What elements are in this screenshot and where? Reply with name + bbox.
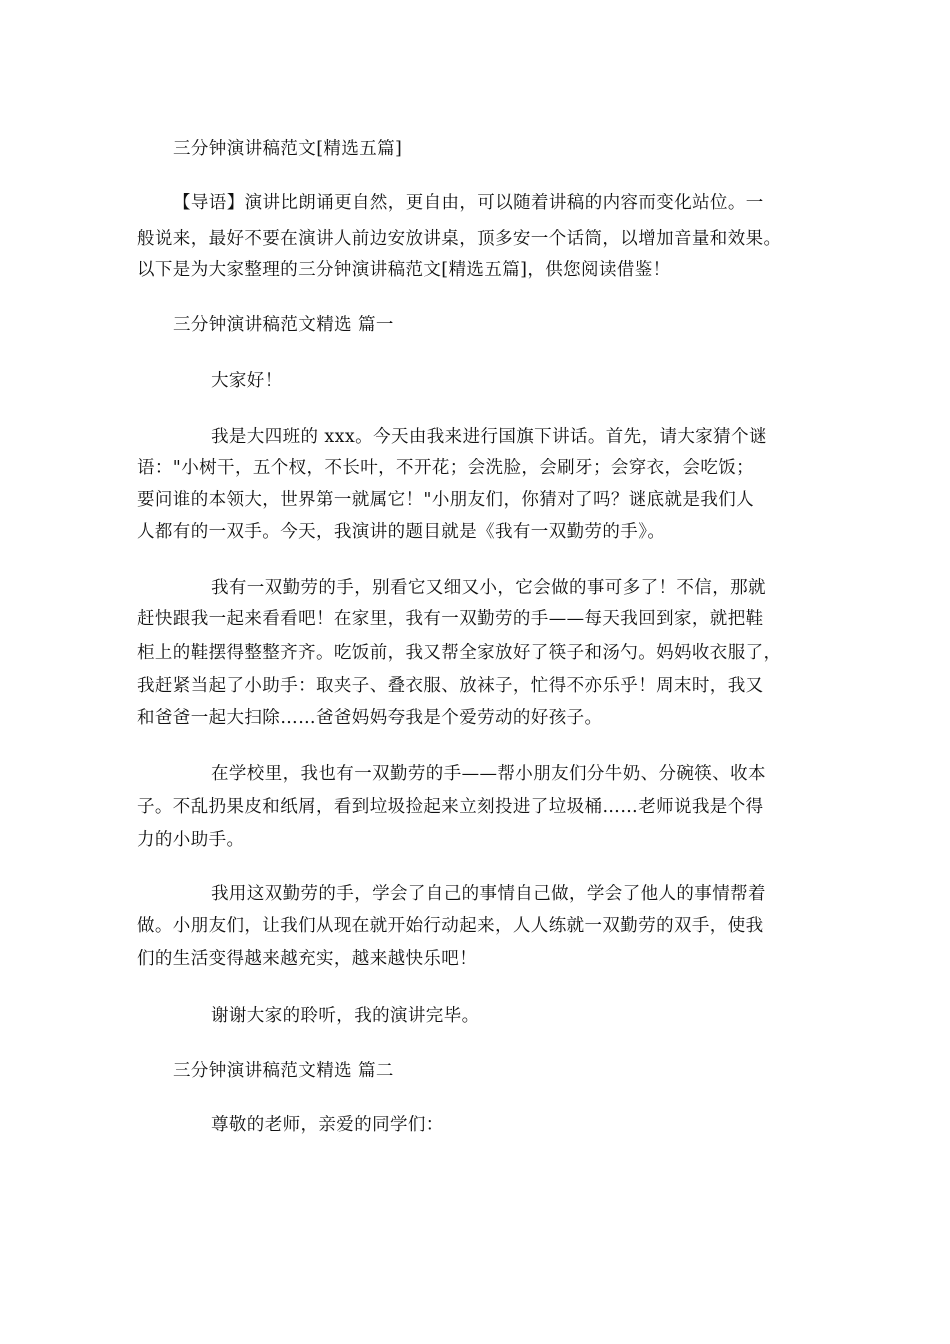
closing-1: 谢谢大家的聆听，我的演讲完毕。 [211, 1006, 480, 1026]
intro-line-2: 般说来，最好不要在演讲人前边安放讲桌，顶多安一个话筒，以增加音量和效果。 [137, 229, 782, 249]
para1-line-1: 我是大四班的 xxx。今天由我来进行国旗下讲话。首先，请大家猜个谜 [211, 427, 767, 447]
para1-line-3: 要问谁的本领大，世界第一就属它！"小朋友们，你猜对了吗？谜底就是我们人 [137, 490, 755, 510]
para4-line-1: 我用这双勤劳的手，学会了自己的事情自己做，学会了他人的事情帮着 [211, 884, 766, 904]
para3-line-1: 在学校里，我也有一双勤劳的手——帮小朋友们分牛奶、分碗筷、收本 [211, 764, 766, 784]
para2-line-3: 柜上的鞋摆得整整齐齐。吃饭前，我又帮全家放好了筷子和汤勺。妈妈收衣服了， [137, 643, 782, 663]
intro-line-3: 以下是为大家整理的三分钟演讲稿范文[精选五篇]，供您阅读借鉴！ [137, 260, 671, 280]
document-title: 三分钟演讲稿范文[精选五篇] [173, 139, 403, 159]
greeting-2: 尊敬的老师，亲爱的同学们： [211, 1115, 444, 1135]
para2-line-2: 赶快跟我一起来看看吧！在家里，我有一双勤劳的手——每天我回到家，就把鞋 [137, 609, 764, 629]
section-heading-2: 三分钟演讲稿范文精选 篇二 [173, 1061, 394, 1081]
para3-line-3: 力的小助手。 [137, 830, 245, 850]
intro-line-1: 【导语】演讲比朗诵更自然，更自由，可以随着讲稿的内容而变化站位。一 [173, 193, 764, 213]
section-heading-1: 三分钟演讲稿范文精选 篇一 [173, 315, 394, 335]
para2-line-5: 和爸爸一起大扫除……爸爸妈妈夸我是个爱劳动的好孩子。 [137, 708, 603, 728]
para1-line-2: 语："小树干，五个杈，不长叶，不开花；会洗脸，会刷牙；会穿衣，会吃饭； [137, 458, 755, 478]
para4-line-3: 们的生活变得越来越充实，越来越快乐吧！ [137, 949, 478, 969]
para2-line-4: 我赶紧当起了小助手：取夹子、叠衣服、放袜子，忙得不亦乐乎！周末时，我又 [137, 676, 764, 696]
para1-line-4: 人都有的一双手。今天，我演讲的题目就是《我有一双勤劳的手》。 [137, 522, 666, 542]
para4-line-2: 做。小朋友们，让我们从现在就开始行动起来，人人练就一双勤劳的双手，使我 [137, 916, 764, 936]
para2-line-1: 我有一双勤劳的手，别看它又细又小，它会做的事可多了！不信，那就 [211, 578, 766, 598]
para3-line-2: 子。不乱扔果皮和纸屑，看到垃圾捡起来立刻投进了垃圾桶……老师说我是个得 [137, 797, 764, 817]
greeting-1: 大家好！ [211, 371, 283, 391]
